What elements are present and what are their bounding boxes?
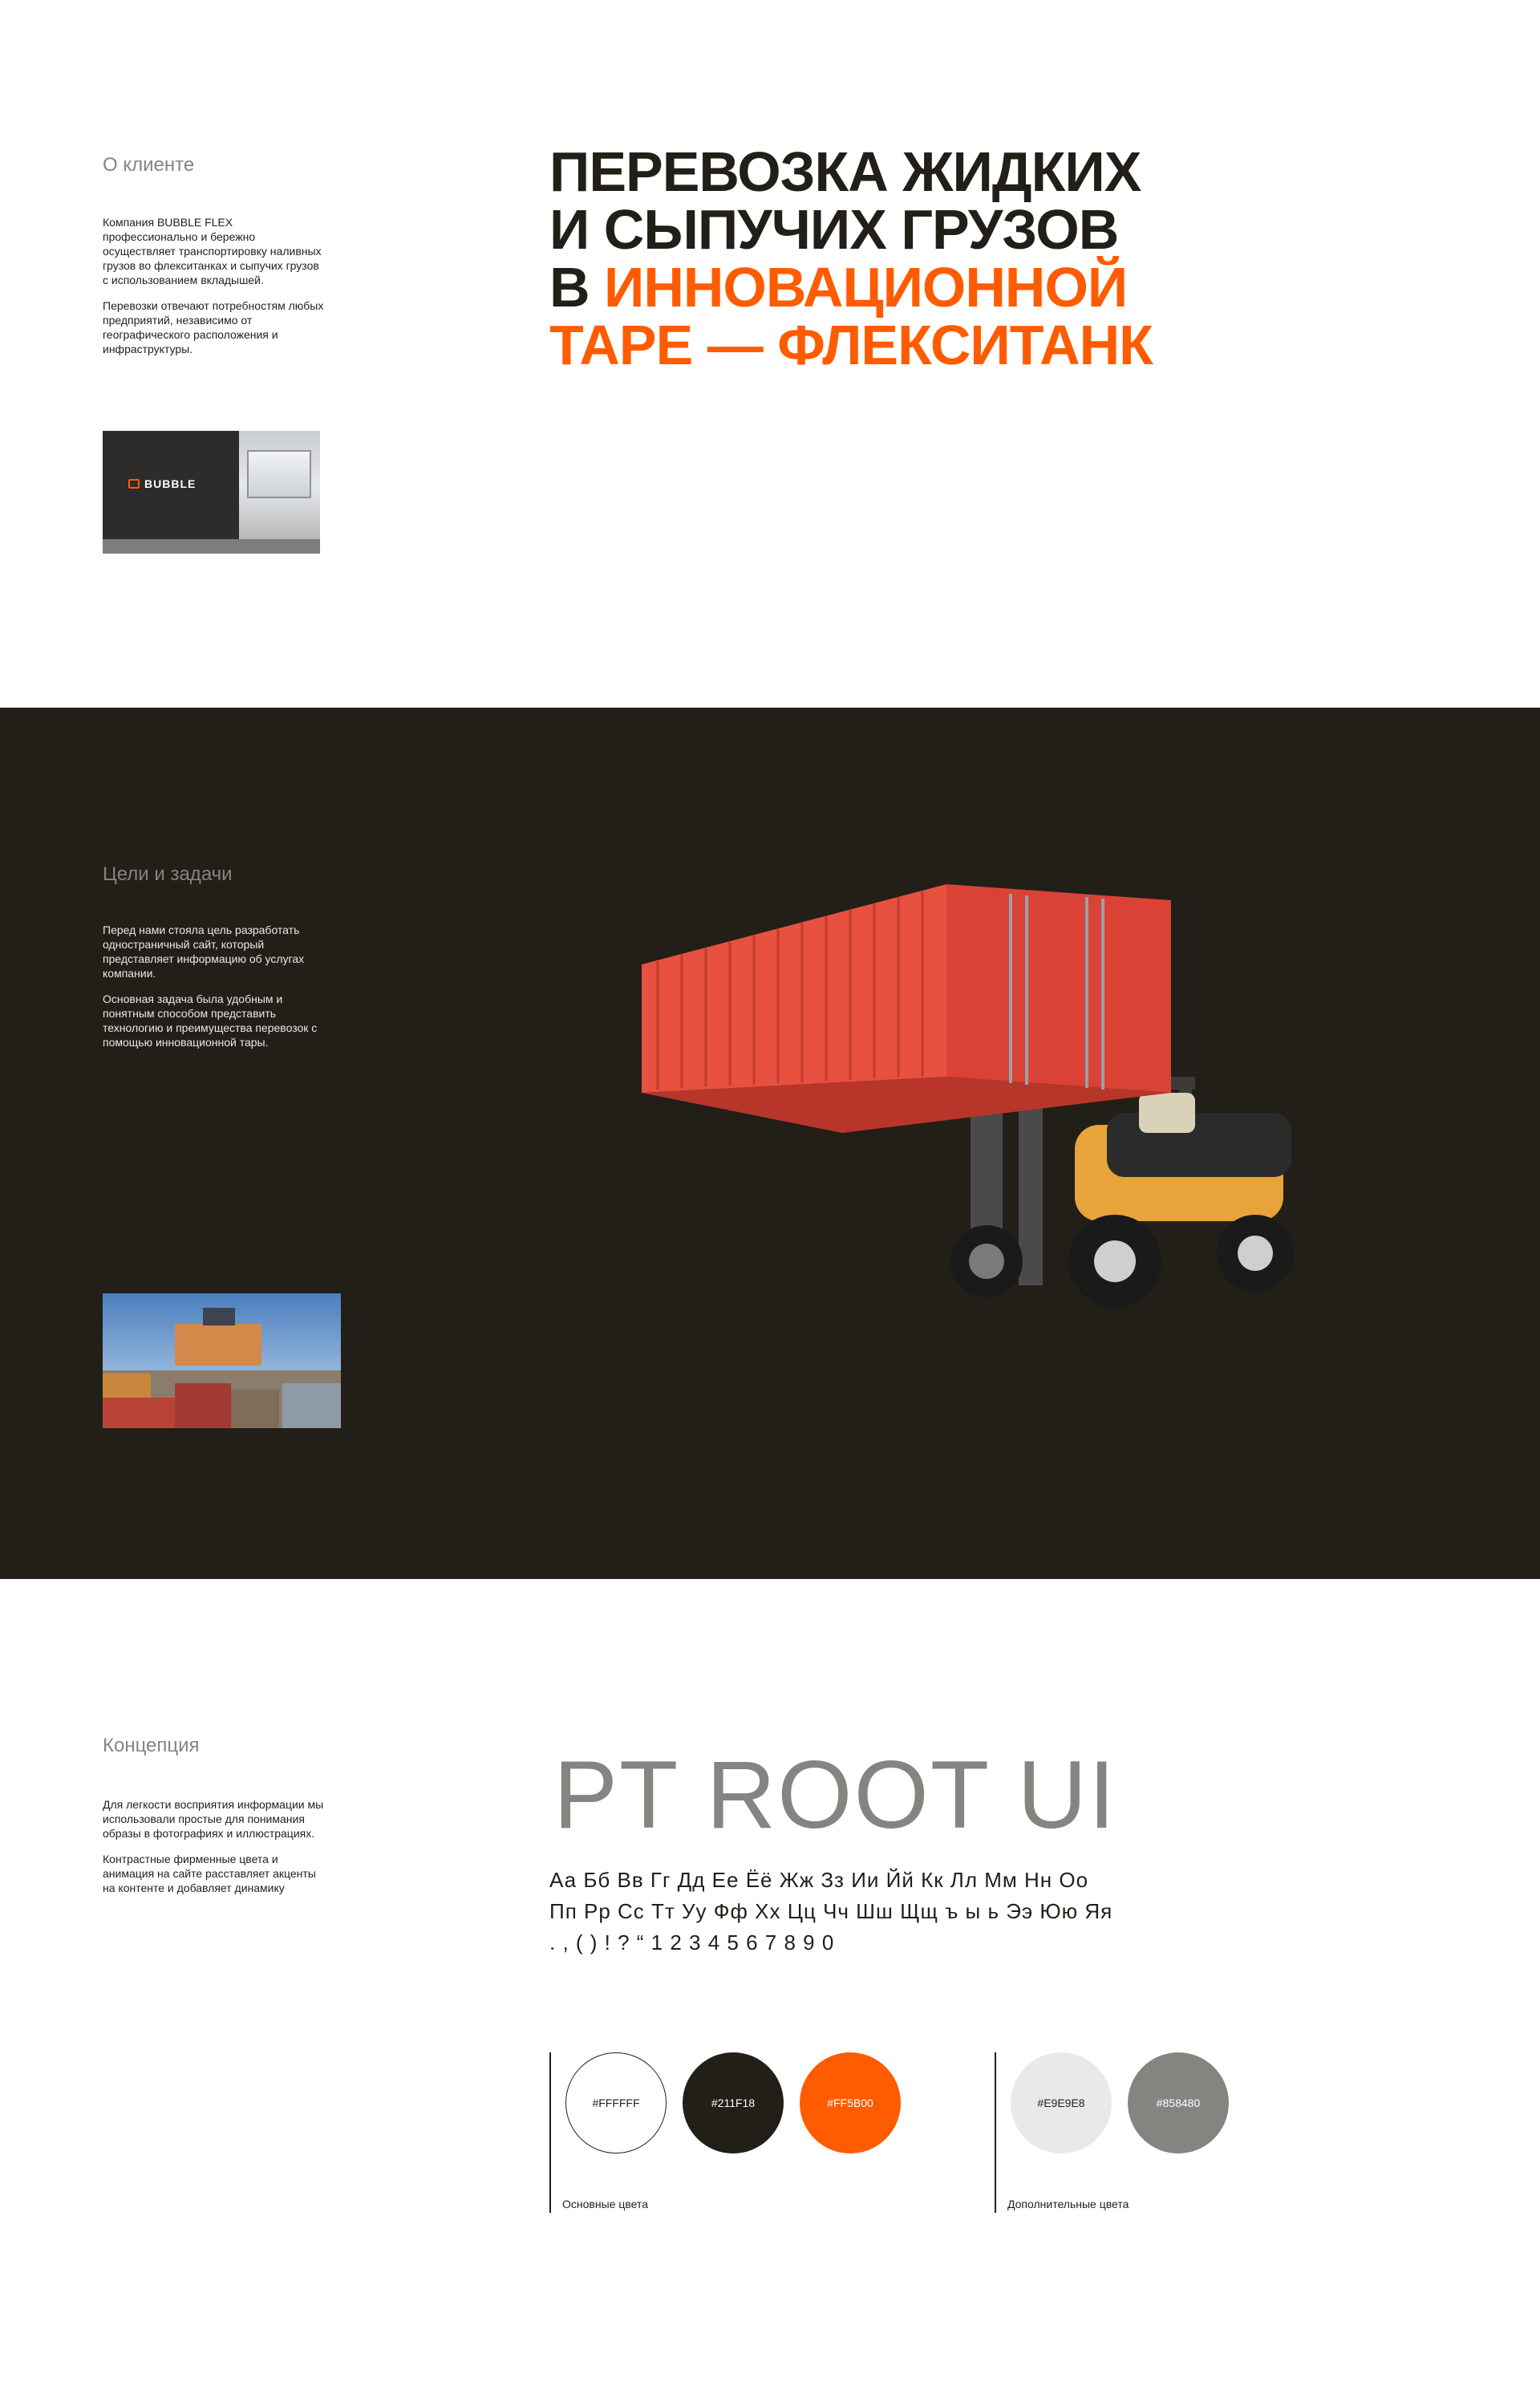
- port-container: [103, 1398, 175, 1428]
- hero-accent: ТАРЕ — ФЛЕКСИТАНК: [549, 314, 1153, 376]
- swatch-dark: [683, 2052, 784, 2153]
- shipping-container: [642, 884, 1171, 1133]
- glyph-line: Пп Рр Сс Тт Уу Фф Хх Цц Чч Шш Щщ ъ ы ь Ээ Юю Яя: [549, 1899, 1113, 1923]
- concept-paragraph: Контрастные фирменные цвета и анимация на сайте расставляет акценты на контенте и добавляет динамику: [103, 1853, 316, 1894]
- goals-paragraph: Основная задача была удобным и понятным способом представить технологию и преимущества перевозок с помощью инновационной тары.: [103, 992, 318, 1049]
- swatch-code: #211F18: [711, 2097, 756, 2109]
- hero-heading: [549, 140, 1153, 376]
- swatch-accent: [800, 2052, 901, 2153]
- office-floor: [103, 539, 320, 554]
- goals-paragraph: Перед нами стояла цель разработать одностраничный сайт, который представляет информацию об услугах компании.: [103, 923, 305, 980]
- swatch-code: #FF5B00: [827, 2097, 873, 2109]
- secondary-palette-label: Дополнительные цвета: [1007, 2198, 1129, 2210]
- goals-section: [0, 708, 1540, 1579]
- primary-swatches: [565, 2052, 901, 2153]
- office-photo: [103, 431, 320, 554]
- client-title: О клиенте: [103, 154, 195, 176]
- swatch-light-gray: [1011, 2052, 1112, 2153]
- port-container: [175, 1383, 231, 1428]
- port-spreader: [203, 1308, 235, 1325]
- port-photo: [103, 1293, 341, 1428]
- glyph-line: . , ( ) ! ? “ 1 2 3 4 5 6 7 8 9 0: [549, 1930, 835, 1955]
- swatch-code: #E9E9E8: [1037, 2097, 1085, 2109]
- concept-paragraph: Для легкости восприятия информации мы использовали простые для понимания образы в фотографиях и иллюстрациях.: [103, 1798, 324, 1840]
- glyph-specimen: [549, 1865, 1112, 1959]
- font-name: PT ROOT UI: [553, 1741, 1117, 1849]
- port-container: [231, 1390, 279, 1428]
- bubble-logo-text: BUBBLE: [144, 477, 197, 490]
- bubble-logo-icon: [128, 479, 140, 489]
- primary-palette-label: Основные цвета: [562, 2198, 648, 2210]
- port-container: [282, 1383, 341, 1428]
- client-text: [103, 215, 327, 356]
- client-paragraph: Перевозки отвечают потребностям любых предприятий, независимо от географического расположения и инфраструктуры.: [103, 299, 324, 355]
- swatch-code: #858480: [1156, 2097, 1201, 2109]
- office-wall: [103, 431, 239, 554]
- office-window: [247, 450, 311, 498]
- swatch-code: #FFFFFF: [592, 2097, 640, 2109]
- hero-line: И СЫПУЧИХ ГРУЗОВ: [549, 198, 1119, 261]
- client-section: [0, 0, 1540, 708]
- concept-title: Концепция: [103, 1735, 200, 1756]
- swatch-white: [565, 2052, 667, 2153]
- secondary-swatches: [1011, 2052, 1229, 2153]
- forklift-container-illustration: [626, 852, 1348, 1333]
- hero-accent: ИННОВАЦИОННОЙ: [604, 256, 1128, 319]
- primary-palette: [549, 2052, 967, 2213]
- bubble-logo: [128, 477, 196, 490]
- secondary-palette: [995, 2052, 1267, 2213]
- hero-line: В: [549, 256, 604, 319]
- hero-line: ПЕРЕВОЗКА ЖИДКИХ: [549, 140, 1141, 203]
- port-lifted-container: [175, 1324, 261, 1366]
- swatch-gray: [1128, 2052, 1229, 2153]
- glyph-line: Аа Бб Вв Гг Дд Ее Ёё Жж Зз Ии Йй Кк Лл Мм Нн Оо: [549, 1868, 1089, 1892]
- goals-text: [103, 923, 327, 1049]
- concept-text: [103, 1797, 327, 1895]
- concept-section: [0, 1579, 1540, 2399]
- goals-title: Цели и задачи: [103, 863, 233, 885]
- client-paragraph: Компания BUBBLE FLEX профессионально и бережно осуществляет транспортировку наливных грузов во флекситанках и сыпучих грузов с использованием вкладышей.: [103, 216, 322, 286]
